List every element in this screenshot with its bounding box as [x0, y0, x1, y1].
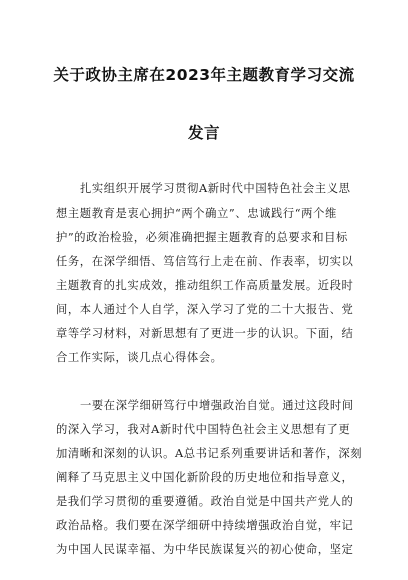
paragraph-line: 间，本人通过个人自学，深入学习了党的二十大报告、党: [56, 303, 354, 316]
document-title-continued: 发言: [187, 124, 220, 142]
paragraph-line: 一要在深学细研笃行中增强政治自觉。通过这段时间: [80, 399, 354, 412]
paragraph-line: 为中国人民谋幸福、为中华民族谋复兴的初心使命，坚定: [56, 543, 354, 556]
paragraph-line: 的深入学习，我对A新时代中国特色社会主义思想有了更: [56, 423, 351, 436]
paragraph-line: 章等学习材料，对新思想有了更进一步的认识。下面，结: [56, 327, 354, 340]
paragraph-line: 政治品格。我们要在深学细研中持续增强政治自觉，牢记: [56, 519, 354, 532]
paragraph-line: 想主题教育是衷心拥护“两个确立”、忠诚践行“两个维: [56, 207, 337, 220]
document-title: 关于政协主席在2023年主题教育学习交流: [53, 66, 355, 84]
paragraph-line: 是我们学习贯彻的重要遵循。政治自觉是中国共产党人的: [56, 495, 354, 508]
paragraph-line: 主题教育的扎实成效，推动组织工作高质量发展。近段时: [56, 279, 354, 292]
paragraph-line: 护”的政治检验，必须准确把握主题教育的总要求和目标: [56, 231, 348, 244]
paragraph-line: 扎实组织开展学习贯彻A新时代中国特色社会主义思: [80, 182, 351, 195]
paragraph-line: 阐释了马克思主义中国化新阶段的历史地位和指导意义，: [56, 471, 354, 484]
paragraph-line: 合工作实际，谈几点心得体会。: [56, 351, 223, 364]
paragraph-line: 加清晰和深刻的认识。A总书记系列重要讲话和著作，深刻: [56, 447, 363, 460]
paragraph-line: 任务，在深学细悟、笃信笃行上走在前、作表率，切实以: [56, 255, 354, 268]
